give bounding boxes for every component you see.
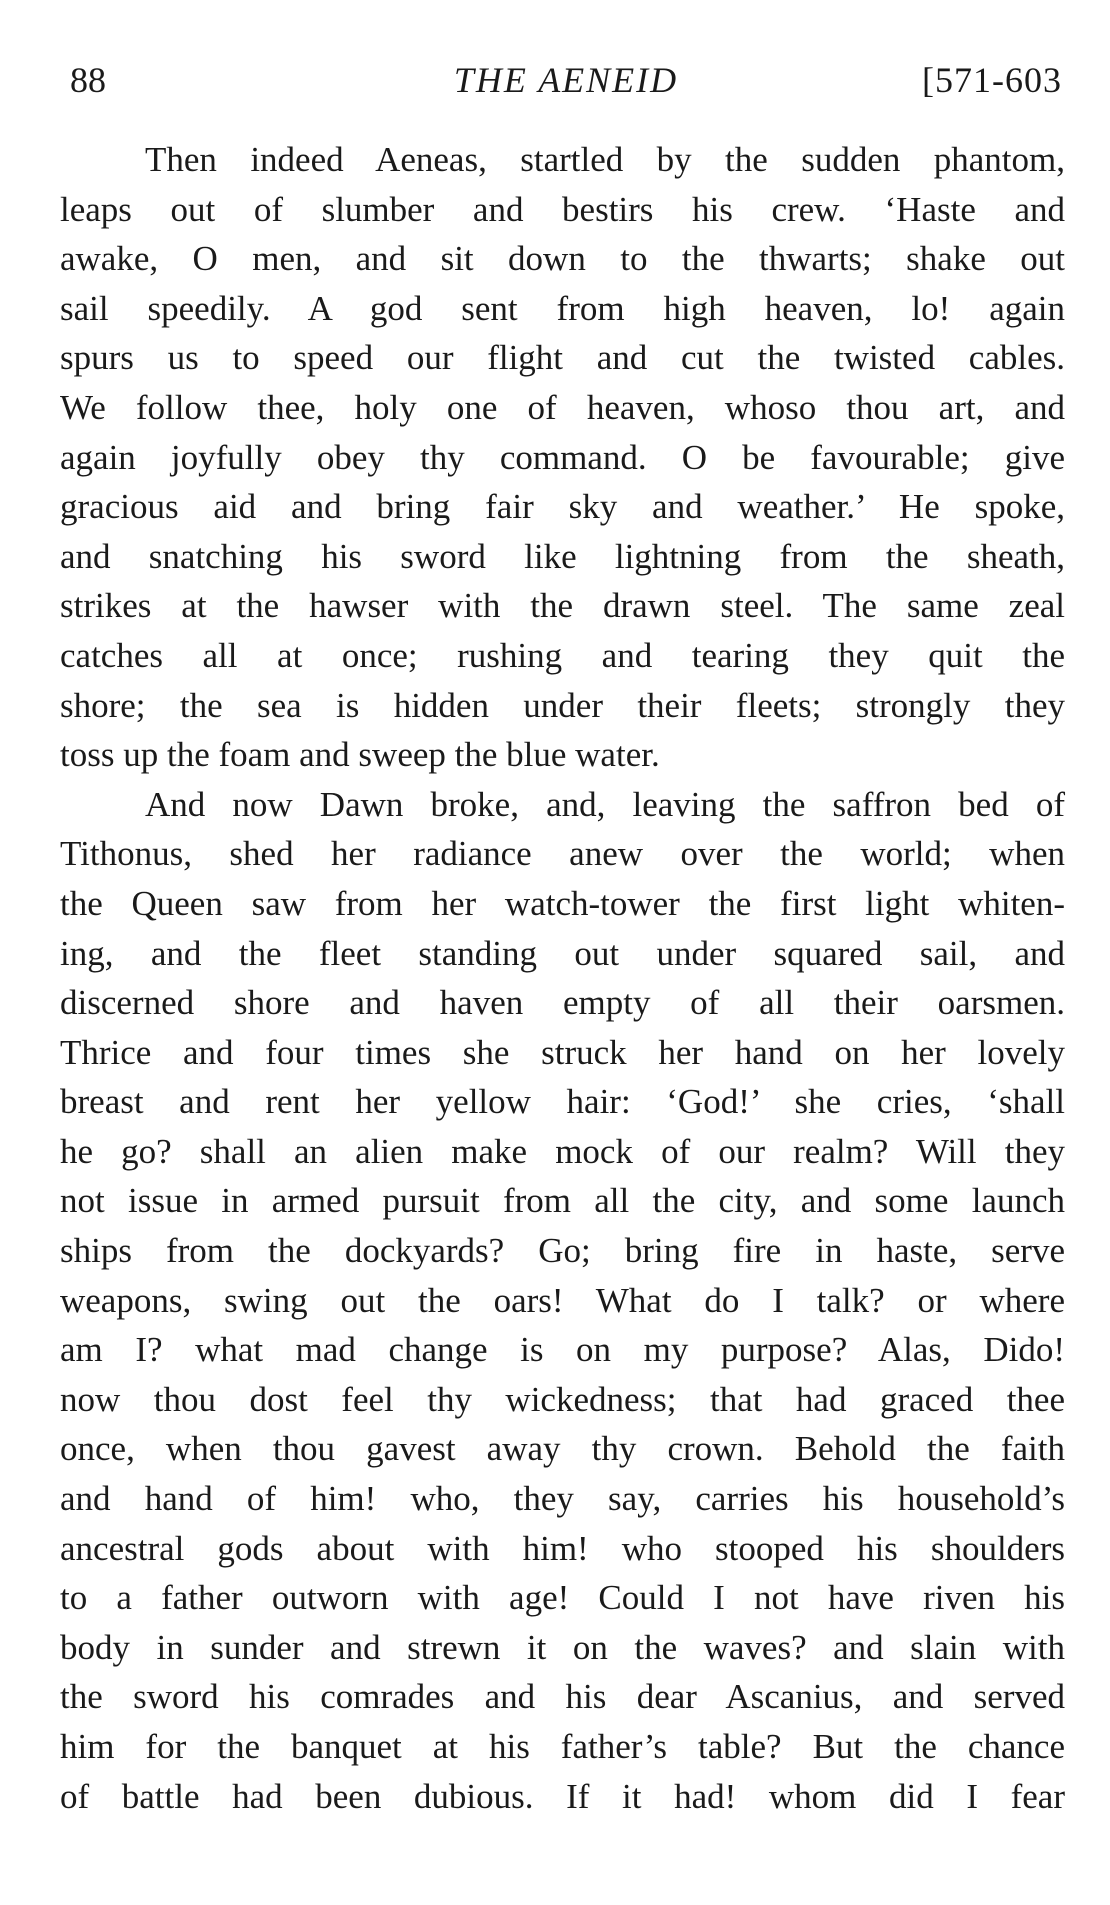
text-line: catches all at once; rushing and tearing they quit the — [60, 635, 1065, 675]
text-line: he go? shall an alien make mock of our realm? Will they — [60, 1131, 1065, 1171]
text-line: shore; the sea is hidden under their fleets; strongly they — [60, 685, 1065, 725]
text-line: the Queen saw from her watch-tower the first light whiten- — [60, 883, 1065, 923]
body-text — [60, 135, 1065, 1821]
paragraph-1 — [60, 135, 1065, 780]
text-line: once, when thou gavest away thy crown. Behold the faith — [60, 1429, 1065, 1469]
text-line: not issue in armed pursuit from all the city, and some launch — [60, 1181, 1065, 1221]
text-line: the sword his comrades and his dear Ascanius, and served — [60, 1677, 1065, 1717]
text-line: And now Dawn broke, and, leaving the saffron bed of — [145, 784, 1065, 824]
text-line: now thou dost feel thy wickedness; that had graced thee — [60, 1379, 1065, 1419]
page-number: 88 — [70, 60, 106, 100]
text-line: of battle had been dubious. If it had! whom did I fear — [60, 1776, 1065, 1816]
text-line: gracious aid and bring fair sky and weather.’ He spoke, — [60, 487, 1065, 527]
text-line: and snatching his sword like lightning from the sheath, — [60, 536, 1065, 576]
page-header — [70, 55, 1062, 105]
text-line: and hand of him! who, they say, carries his household’s — [60, 1479, 1065, 1519]
text-line: Thrice and four times she struck her hand on her lovely — [60, 1032, 1065, 1072]
text-line: toss up the foam and sweep the blue water. — [60, 735, 660, 775]
text-line: to a father outworn with age! Could I not have riven his — [60, 1578, 1065, 1618]
text-line: leaps out of slumber and bestirs his crew. ‘Haste and — [60, 189, 1065, 229]
text-line: body in sunder and strewn it on the waves? and slain with — [60, 1627, 1065, 1667]
text-line: again joyfully obey thy command. O be favourable; give — [60, 437, 1065, 477]
text-line: sail speedily. A god sent from high heaven, lo! again — [60, 288, 1065, 328]
text-line: awake, O men, and sit down to the thwarts; shake out — [60, 239, 1065, 279]
text-line: am I? what mad change is on my purpose? Alas, Dido! — [60, 1330, 1065, 1370]
paragraph-2 — [60, 780, 1065, 1821]
running-title: THE AENEID — [453, 60, 679, 100]
text-line: weapons, swing out the oars! What do I talk? or where — [60, 1280, 1065, 1320]
line-range: [571-603 — [922, 60, 1062, 100]
text-line: him for the banquet at his father’s table? But the chance — [60, 1727, 1065, 1766]
text-line: Tithonus, shed her radiance anew over the world; when — [60, 834, 1065, 874]
text-line: ancestral gods about with him! who stooped his shoulders — [60, 1528, 1065, 1568]
text-line: breast and rent her yellow hair: ‘God!’ she cries, ‘shall — [60, 1082, 1065, 1122]
text-line: spurs us to speed our flight and cut the twisted cables. — [60, 338, 1065, 378]
text-line: ships from the dockyards? Go; bring fire in haste, serve — [60, 1231, 1065, 1271]
text-line: ing, and the fleet standing out under squared sail, and — [60, 933, 1065, 973]
text-line: discerned shore and haven empty of all their oarsmen. — [60, 983, 1065, 1023]
text-line: strikes at the hawser with the drawn steel. The same zeal — [60, 586, 1065, 626]
text-line: We follow thee, holy one of heaven, whoso thou art, and — [60, 387, 1065, 427]
text-line: Then indeed Aeneas, startled by the sudden phantom, — [145, 140, 1065, 179]
